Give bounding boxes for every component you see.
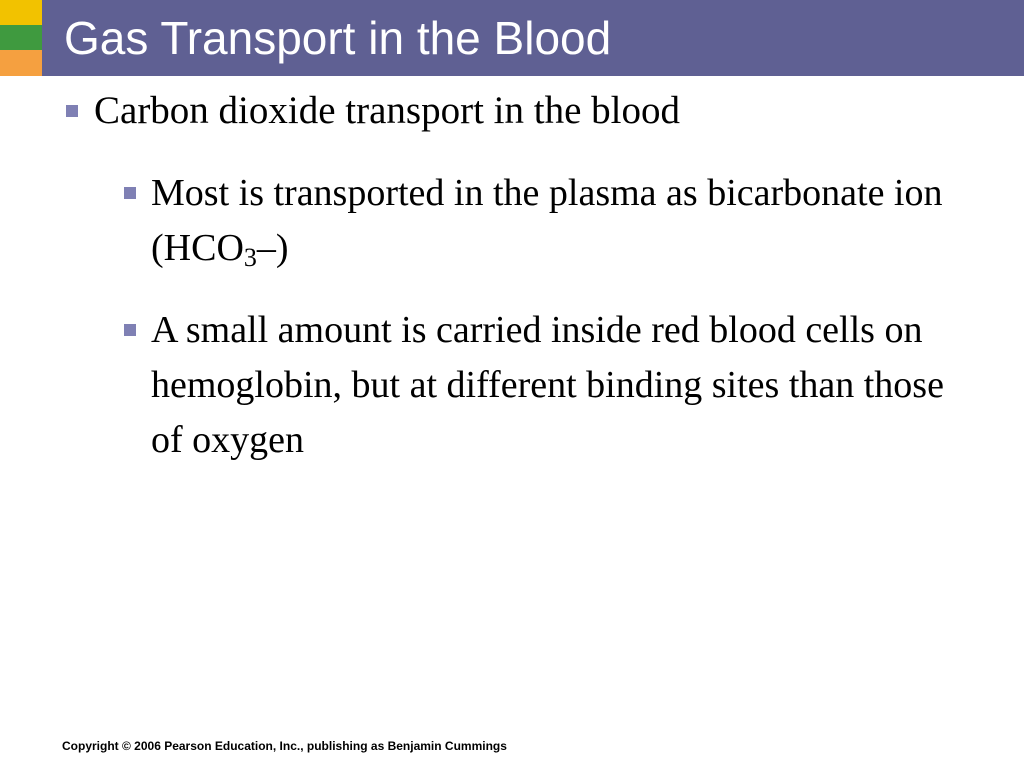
bullet-hemoglobin-binding <box>120 303 980 468</box>
bullet-text <box>151 166 980 276</box>
square-bullet-icon <box>124 324 136 336</box>
slide-title: Gas Transport in the Blood <box>64 12 612 64</box>
bullet-text: A small amount is carried inside red blood cells on hemoglobin, but at different binding sites than those of oxygen <box>151 309 944 461</box>
square-bullet-icon <box>124 187 136 199</box>
bullet-plasma-bicarbonate <box>120 166 980 276</box>
subscript-number: 3 <box>243 243 257 272</box>
accent-block-orange <box>0 50 42 76</box>
accent-block-yellow <box>0 0 42 25</box>
bullet-text-end: –) <box>256 227 289 269</box>
bullet-carbon-dioxide-transport <box>62 87 1002 135</box>
accent-block-green <box>0 25 42 50</box>
square-bullet-icon <box>66 105 78 117</box>
bullet-text: Carbon dioxide transport in the blood <box>94 89 680 132</box>
copyright-footer: Copyright © 2006 Pearson Education, Inc., publishing as Benjamin Cummings <box>62 739 507 753</box>
bullet-text-main: Most is transported in the plasma as bicarbonate ion (HCO <box>151 172 943 269</box>
